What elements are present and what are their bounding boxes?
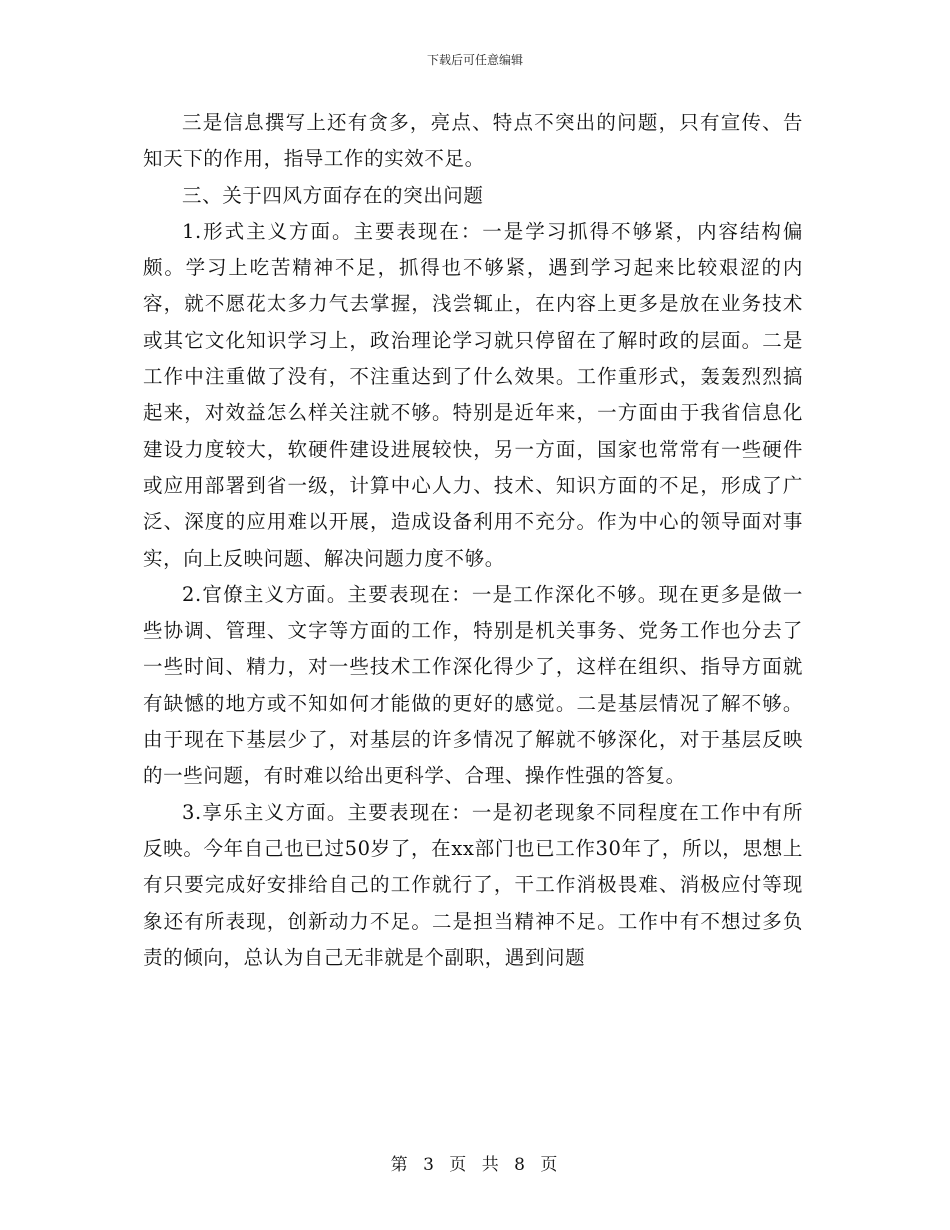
page-header-note: 下载后可任意编辑 [426, 53, 523, 67]
section-heading-four-winds: 三、关于四风方面存在的突出问题 [182, 183, 484, 207]
paragraph-bureaucratism: 2.官僚主义方面。主要表现在：一是工作深化不够。现在更多是做一些协调、管理、文字等方面的工作，特别是机关事务、党务工作也分去了一些时间、精力，对一些技术工作深化得少了，这样在组织、指导方面就有缺憾的地方或不知如何才能做的更好的感觉。二是基层情况了解不够。由于现在下基层少了，对基层的许多情况了解就不够深化，对于基层反映的一些问题，有时难以给出更科学、合理、操作性强的答复。 [143, 582, 803, 788]
paragraph-hedonism: 3.享乐主义方面。主要表现在：一是初老现象不同程度在工作中有所反映。今年自己也已过50岁了，在xx部门也已工作30年了，所以，思想上有只要完成好安排给自己的工作就行了，干工作消极畏难、消极应付等现象还有所表现，创新动力不足。二是担当精神不足。工作中有不想过多负责的倾向，总认为自己无非就是个副职，遇到问题 [143, 800, 803, 969]
document-body [143, 105, 803, 976]
page-number-footer: 第 3 页 共 8 页 [390, 1155, 560, 1175]
paragraph-info-writing: 三是信息撰写上还有贪多，亮点、特点不突出的问题，只有宣传、告知天下的作用，指导工作的实效不足。 [143, 111, 803, 171]
paragraph-formalism: 1.形式主义方面。主要表现在：一是学习抓得不够紧，内容结构偏颇。学习上吃苦精神不足，抓得也不够紧，遇到学习起来比较艰涩的内容，就不愿花太多力气去掌握，浅尝辄止，在内容上更多是放在业务技术或其它文化知识学习上，政治理论学习就只停留在了解时政的层面。二是工作中注重做了没有，不注重达到了什么效果。工作重形式，轰轰烈烈搞起来，对效益怎么样关注就不够。特别是近年来，一方面由于我省信息化建设力度较大，软硬件建设进展较快，另一方面，国家也常常有一些硬件或应用部署到省一级，计算中心人力、技术、知识方面的不足，形成了广泛、深度的应用难以开展，造成设备利用不充分。作为中心的领导面对事实，向上反映问题、解决问题力度不够。 [143, 219, 803, 570]
